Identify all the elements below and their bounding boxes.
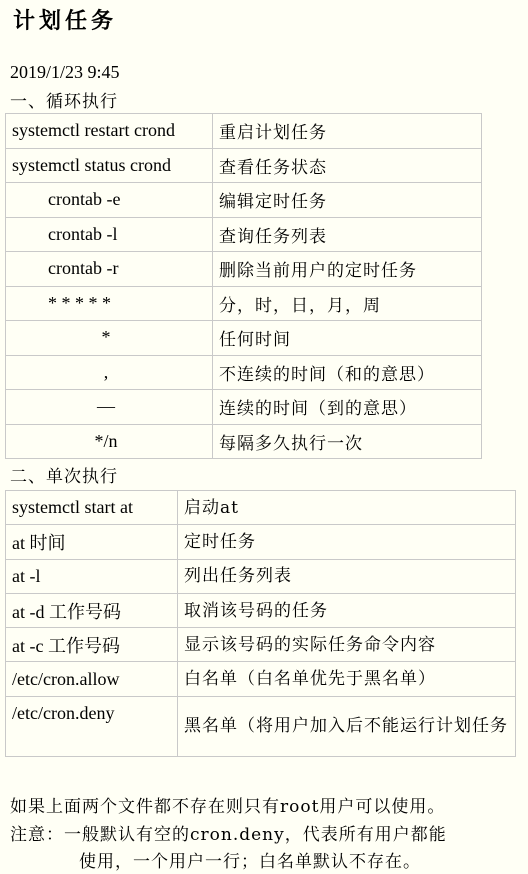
command-cell: at -c 工作号码 (6, 628, 178, 662)
description-cell: 删除当前用户的定时任务 (213, 252, 482, 287)
one-time-commands-table (5, 490, 516, 757)
note-line: 注意：一般默认有空的cron.deny，代表所有用户都能 (10, 825, 447, 845)
description-cell: 白名单（白名单优先于黑名单） (178, 662, 516, 696)
description-cell: 黑名单（将用户加入后不能运行计划任务 (178, 696, 516, 756)
description-cell: 启动at (178, 491, 516, 525)
command-cell: /etc/cron.deny (6, 696, 178, 756)
description-cell: 分，时，日，月，周 (213, 286, 482, 321)
table-row (6, 662, 516, 696)
note-line: 如果上面两个文件都不存在则只有root用户可以使用。 (10, 797, 446, 817)
description-cell: 任何时间 (213, 321, 482, 356)
command-cell: at -l (6, 559, 178, 593)
command-cell: crontab -e (6, 183, 213, 218)
recurring-commands-table (5, 113, 482, 459)
command-cell: * (6, 321, 213, 356)
table-row (6, 390, 482, 425)
section-heading-one-time: 二、单次执行 (10, 467, 118, 487)
description-cell: 重启计划任务 (213, 114, 482, 149)
description-cell: 定时任务 (178, 525, 516, 559)
note-line: 使用，一个用户一行；白名单默认不存在。 (79, 852, 421, 872)
command-cell: */n (6, 424, 213, 459)
command-cell: systemctl status crond (6, 148, 213, 183)
page-title: 计划任务 (13, 8, 118, 34)
table-row (6, 286, 482, 321)
description-cell: 列出任务列表 (178, 559, 516, 593)
table-row (6, 217, 482, 252)
description-cell: 编辑定时任务 (213, 183, 482, 218)
table-row (6, 252, 482, 287)
table-row (6, 355, 482, 390)
table-row (6, 114, 482, 149)
command-cell: — (6, 390, 213, 425)
description-cell: 取消该号码的任务 (178, 593, 516, 627)
command-cell: * * * * * (6, 286, 213, 321)
description-cell: 显示该号码的实际任务命令内容 (178, 628, 516, 662)
table-row (6, 696, 516, 756)
command-cell: systemctl restart crond (6, 114, 213, 149)
description-cell: 连续的时间（到的意思） (213, 390, 482, 425)
description-cell: 查询任务列表 (213, 217, 482, 252)
table-row (6, 148, 482, 183)
command-cell: at -d 工作号码 (6, 593, 178, 627)
command-cell: systemctl start at (6, 491, 178, 525)
description-cell: 每隔多久执行一次 (213, 424, 482, 459)
command-cell: crontab -l (6, 217, 213, 252)
table-row (6, 321, 482, 356)
table-row (6, 491, 516, 525)
table-row (6, 424, 482, 459)
description-cell: 查看任务状态 (213, 148, 482, 183)
description-cell: 不连续的时间（和的意思） (213, 355, 482, 390)
table-row (6, 525, 516, 559)
command-cell: , (6, 355, 213, 390)
table-row (6, 183, 482, 218)
section-heading-recurring: 一、循环执行 (10, 92, 118, 112)
table-row (6, 628, 516, 662)
table-row (6, 559, 516, 593)
table-row (6, 593, 516, 627)
command-cell: /etc/cron.allow (6, 662, 178, 696)
timestamp: 2019/1/23 9:45 (10, 62, 120, 82)
command-cell: at 时间 (6, 525, 178, 559)
command-cell: crontab -r (6, 252, 213, 287)
